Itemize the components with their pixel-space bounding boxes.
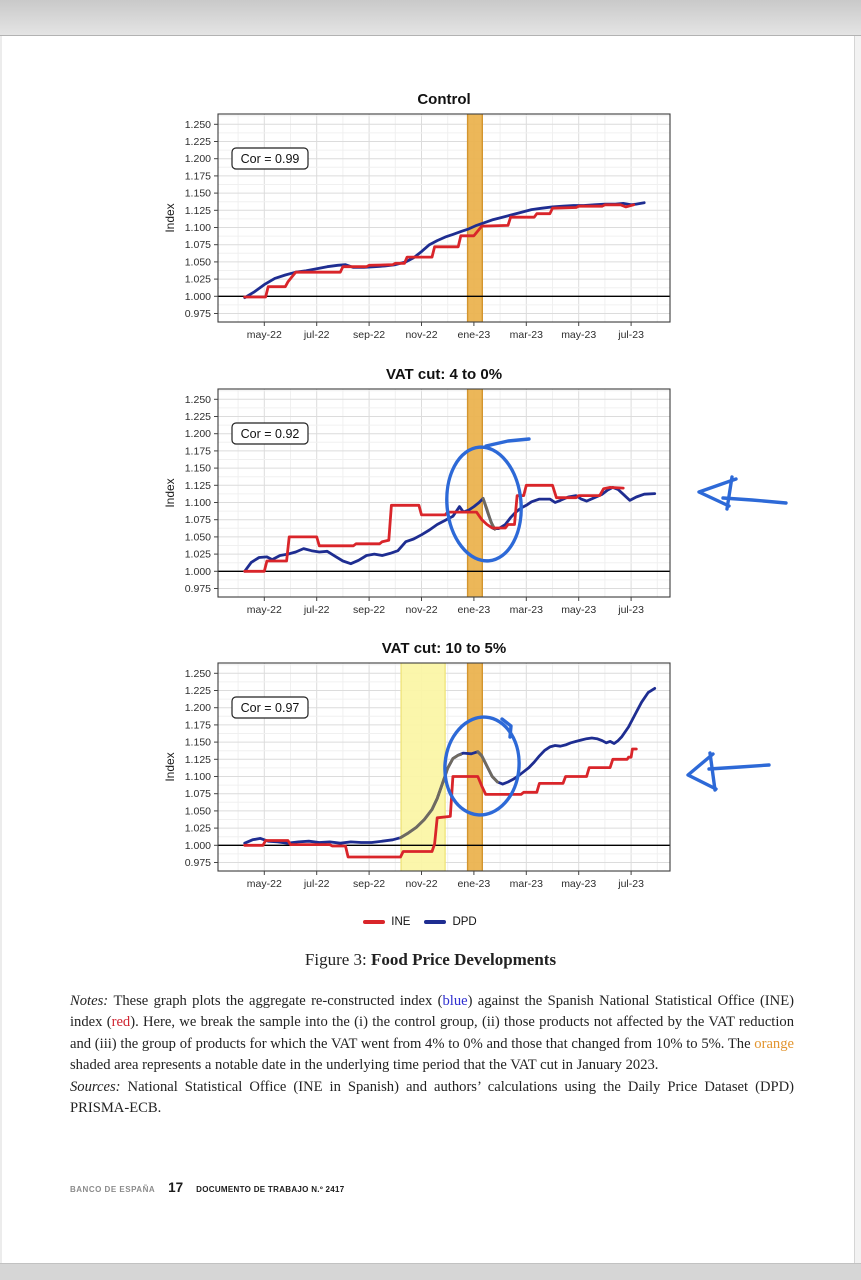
y-tick-label: 1.000: [184, 839, 211, 852]
dpd-line-swatch: [424, 920, 446, 924]
scan-edge-bottom: [0, 1263, 861, 1280]
y-tick-label: 1.200: [184, 153, 211, 166]
page-footer: [70, 1180, 345, 1195]
y-tick-label: 1.025: [184, 822, 211, 835]
scan-edge-left: [0, 36, 2, 1263]
legend-label-dpd: DPD: [452, 916, 477, 928]
x-tick-label: jul-22: [303, 329, 330, 341]
y-tick-label: 1.000: [184, 290, 211, 303]
x-tick-label: sep-22: [353, 878, 386, 890]
notes-block: [70, 991, 794, 1119]
x-tick-label: jul-22: [303, 604, 330, 616]
x-tick-label: may-23: [561, 878, 597, 890]
notes-segment: ). Here, we break the sample into the (i) the control group, (ii) those products not affected by the VAT reduction and (iii) the group of products for which the VAT went from 4% to 0% and those that changed from 10% to 5%. The: [70, 1014, 794, 1052]
plot-border: [218, 114, 670, 322]
y-axis-label: Index: [163, 478, 177, 508]
x-tick-label: jul-22: [303, 878, 330, 890]
y-tick-label: 1.050: [184, 805, 211, 818]
chart-title: VAT cut: 4 to 0%: [385, 366, 503, 383]
notable-date-band-band: [401, 663, 445, 871]
x-tick-label: may-23: [561, 329, 597, 341]
y-tick-label: 1.200: [184, 428, 211, 441]
correlation-label: Cor = 0.92: [240, 427, 300, 441]
x-tick-label: sep-22: [353, 604, 386, 616]
x-tick-label: mar-23: [509, 604, 543, 616]
x-tick-label: ene-23: [457, 604, 491, 616]
hand-arrow-left-vat-4-0-head: [699, 479, 736, 506]
chart-title: Control: [417, 91, 471, 108]
chart-control: [160, 84, 680, 344]
footer-page-number: 17: [168, 1180, 184, 1195]
y-tick-label: 1.150: [184, 462, 211, 475]
y-tick-label: 1.100: [184, 771, 211, 783]
figure-caption-prefix: Figure 3:: [304, 950, 372, 969]
y-tick-label: 1.075: [184, 514, 211, 527]
x-tick-label: mar-23: [509, 329, 543, 341]
legend-label-ine: INE: [391, 916, 411, 928]
y-tick-label: 0.975: [184, 583, 211, 595]
notes-segment: These graph plots the aggregate re-constructed index (: [113, 993, 443, 1009]
sources-label: Sources:: [70, 1078, 128, 1095]
chart-vat-cut-4-to-0: [160, 359, 680, 619]
figure-caption-title: Food Price Developments: [371, 950, 557, 969]
y-tick-label: 0.975: [184, 857, 211, 869]
chart-legend: [160, 910, 680, 934]
y-tick-label: 1.250: [184, 393, 211, 406]
notes-word-red: red: [111, 1014, 131, 1031]
hand-arrow-left-vat-4-0-bar: [727, 477, 732, 509]
correlation-label: Cor = 0.99: [240, 152, 300, 166]
y-tick-label: 1.075: [184, 788, 211, 801]
x-tick-label: nov-22: [405, 878, 438, 890]
notes-word-blue: blue: [442, 993, 468, 1009]
y-tick-label: 1.150: [184, 187, 211, 200]
y-tick-label: 1.225: [184, 685, 211, 697]
figure-caption: [0, 950, 861, 970]
chart-title: VAT cut: 10 to 5%: [381, 640, 507, 657]
y-tick-label: 1.000: [184, 565, 211, 578]
x-tick-label: may-22: [246, 604, 282, 616]
y-tick-label: 1.050: [184, 531, 211, 544]
x-tick-label: jul-23: [618, 878, 644, 890]
hand-arrow-left-vat-10-5-head: [688, 754, 716, 789]
y-tick-label: 1.100: [184, 222, 211, 234]
hand-arrow-left-vat-4-0-shaft: [723, 498, 786, 503]
notes-paragraph: [70, 991, 794, 1077]
y-tick-label: 1.125: [184, 753, 211, 766]
scan-edge-right-shade: [855, 36, 861, 1263]
legend-item-dpd: [424, 916, 476, 928]
y-tick-label: 1.175: [184, 445, 211, 458]
series-dpd: [245, 203, 645, 298]
x-tick-label: mar-23: [509, 878, 543, 890]
y-tick-label: 1.175: [184, 719, 211, 732]
scan-edge-top: [0, 0, 861, 36]
y-tick-label: 1.025: [184, 548, 211, 561]
y-tick-label: 1.075: [184, 239, 211, 252]
x-tick-label: may-22: [246, 878, 282, 890]
y-tick-label: 1.050: [184, 256, 211, 269]
ine-line-swatch: [363, 920, 385, 924]
y-tick-label: 1.250: [184, 667, 211, 680]
x-tick-label: nov-22: [405, 604, 438, 616]
footer-publisher: BANCO DE ESPAÑA: [70, 1185, 156, 1194]
hand-arrow-left-vat-10-5-bar: [710, 753, 715, 790]
y-tick-label: 1.225: [184, 136, 211, 148]
x-tick-label: jul-23: [618, 329, 644, 341]
notes-word-orange: orange: [754, 1035, 794, 1052]
x-tick-label: jul-23: [618, 604, 644, 616]
y-axis-label: Index: [163, 752, 177, 782]
legend-item-ine: [363, 916, 410, 928]
vat-cut-january-2023-band: [468, 663, 483, 871]
x-tick-label: sep-22: [353, 329, 386, 341]
y-tick-label: 1.100: [184, 497, 211, 509]
series-dpd: [245, 487, 655, 571]
chart-vat-cut-10-to-5: [160, 633, 680, 893]
y-tick-label: 1.225: [184, 411, 211, 423]
x-tick-label: may-22: [246, 329, 282, 341]
x-tick-label: ene-23: [457, 878, 491, 890]
x-tick-label: ene-23: [457, 329, 491, 341]
sources-paragraph: [70, 1077, 794, 1120]
sources-segment: National Statistical Office (INE in Spanish) and authors’ calculations using the Daily Price Dataset (DPD) PRISMA-ECB.: [70, 1078, 794, 1117]
y-tick-label: 1.175: [184, 170, 211, 183]
y-tick-label: 1.025: [184, 273, 211, 286]
vat-cut-january-2023-band: [468, 114, 483, 322]
y-tick-label: 1.125: [184, 204, 211, 217]
y-tick-label: 0.975: [184, 308, 211, 320]
notes-segment: shaded area represents a notable date in the underlying time period that the VAT cut in January 2023.: [70, 1057, 659, 1074]
x-tick-label: may-23: [561, 604, 597, 616]
x-tick-label: nov-22: [405, 329, 438, 341]
notes-label: Notes:: [70, 993, 114, 1009]
hand-arrow-left-vat-10-5-shaft: [709, 765, 769, 769]
vat-cut-january-2023-band: [468, 389, 483, 597]
y-axis-label: Index: [163, 203, 177, 233]
y-tick-label: 1.150: [184, 736, 211, 749]
correlation-label: Cor = 0.97: [240, 701, 300, 715]
notes-segment: ) against the Spanish National Statistical Office (INE) index (: [70, 993, 794, 1031]
y-tick-label: 1.200: [184, 702, 211, 715]
footer-series-title: DOCUMENTO DE TRABAJO N.º 2417: [196, 1185, 345, 1194]
y-tick-label: 1.125: [184, 479, 211, 492]
y-tick-label: 1.250: [184, 118, 211, 131]
